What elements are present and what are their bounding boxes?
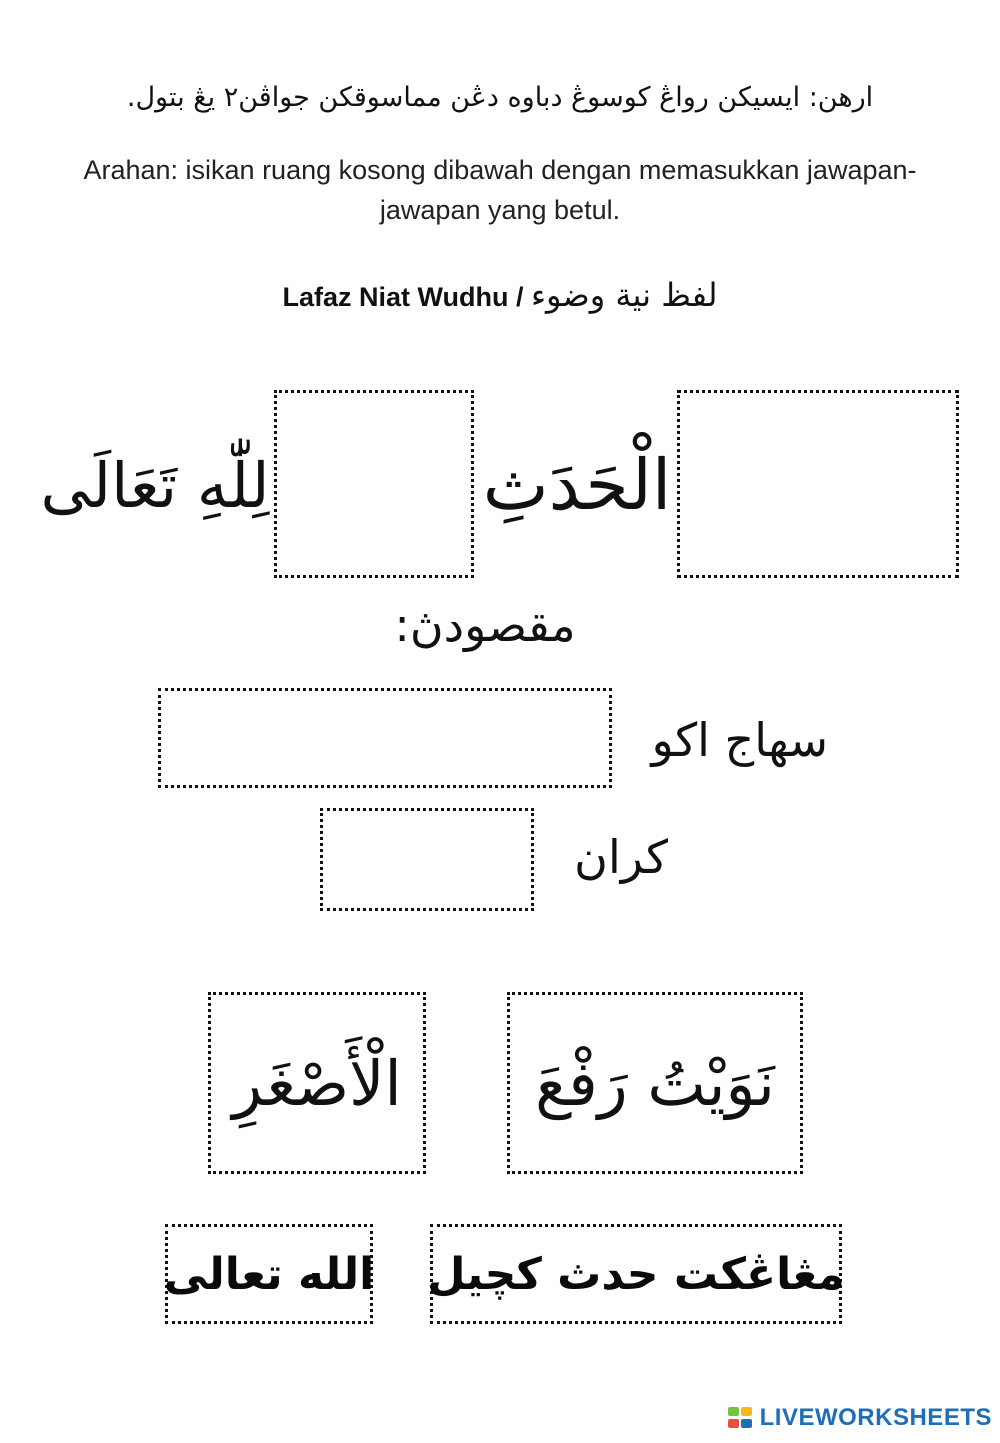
- title-latin: Lafaz Niat Wudhu /: [282, 282, 524, 312]
- tile-allah-taala-text: الله تعالى: [163, 1248, 375, 1300]
- liveworksheets-logo: [728, 1403, 992, 1433]
- blank-box-meaning-2[interactable]: [320, 808, 534, 911]
- title-arabic: لفظ نية وضوء: [530, 276, 718, 314]
- blank-box-meaning-1[interactable]: [158, 688, 612, 788]
- blank-box-asghar[interactable]: [274, 390, 474, 578]
- meaning-heading: مقصودڽ:: [394, 598, 576, 652]
- word-hadath: الْحَدَثِ: [482, 444, 672, 526]
- instruction-rumi: Arahan: isikan ruang kosong dibawah dengan memasukkan jawapan-jawapan yang betul.: [83, 155, 917, 225]
- blank-box-nawaitu[interactable]: [677, 390, 959, 578]
- tile-menghangkat-hadas-kecil-text: مڠاڠكت حدث كچيل: [427, 1248, 845, 1300]
- liveworksheets-logo-text: LIVEWORKSHEETS: [759, 1404, 992, 1431]
- tile-al-asghar[interactable]: [208, 992, 426, 1174]
- page-title: [60, 270, 940, 322]
- tile-nawaitu-rafa[interactable]: [507, 992, 803, 1174]
- meaning-line1-label: سهاج اكو: [651, 713, 828, 767]
- tile-nawaitu-rafa-text: نَوَيْتُ رَفْعَ: [535, 1046, 775, 1120]
- word-lillahi-taala: لِلّٰهِ تَعَالَى: [40, 448, 270, 522]
- tile-allah-taala[interactable]: [165, 1224, 373, 1324]
- meaning-line2-label: كران: [574, 830, 668, 884]
- liveworksheets-logo-icon: [728, 1407, 754, 1429]
- instruction-jawi: ارهن: ايسيكن رواڠ كوسوڠ دباوه دڠن مماسوقكن جواڤن٢ يڠ بتول.: [126, 82, 874, 113]
- tile-menghangkat-hadas-kecil[interactable]: [427, 1224, 845, 1324]
- tile-al-asghar-text: الْأَصْغَرِ: [232, 1046, 402, 1120]
